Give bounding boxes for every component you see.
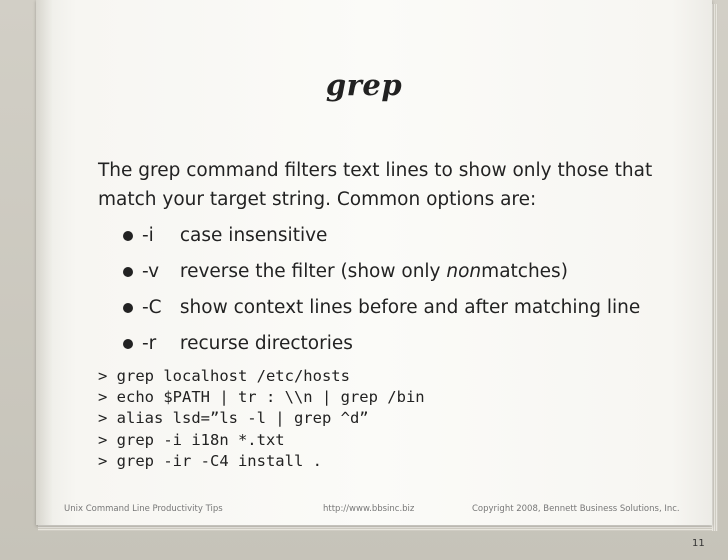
command-line: > grep -ir -C4 install . [98, 451, 322, 470]
option-item [112, 218, 640, 254]
option-item [112, 326, 640, 362]
options-list [112, 218, 640, 362]
command-line: > echo $PATH | tr : \\n | grep /bin [98, 388, 425, 407]
option-flag: -i [142, 225, 154, 246]
option-desc: show context lines before and after matching line [179, 297, 641, 318]
page-number: 11 [692, 538, 705, 549]
option-desc-post: matches) [481, 261, 568, 282]
command-line: > grep -i i18n *.txt [98, 430, 285, 449]
command-line: > alias lsd=”ls -l | grep ^d” [98, 409, 369, 428]
option-desc-emphasis: non [446, 261, 482, 282]
slide-title: grep [325, 68, 403, 102]
option-item [112, 254, 640, 290]
option-desc [180, 261, 568, 282]
option-flag: -r [142, 333, 157, 354]
option-flag: -v [142, 261, 160, 282]
intro-paragraph: The grep command filters text lines to show only those that match your target string. Common options are: [98, 160, 653, 210]
option-desc: recurse directories [179, 333, 353, 354]
option-flag: -C [142, 297, 162, 318]
bullet-icon [123, 267, 133, 277]
option-desc-pre: reverse the filter (show only [179, 261, 447, 282]
option-desc: case insensitive [179, 225, 328, 246]
footer-center: http://www.bbsinc.biz [323, 504, 415, 514]
footer-right: Copyright 2008, Bennett Business Solutions, Inc. [472, 504, 680, 514]
bullet-icon [123, 231, 133, 241]
option-item [112, 290, 640, 326]
bullet-icon [123, 303, 133, 313]
page-stack-bottom [38, 525, 712, 531]
bullet-icon [123, 339, 133, 349]
command-examples [98, 366, 425, 472]
footer-left: Unix Command Line Productivity Tips [64, 504, 223, 514]
command-line: > grep localhost /etc/hosts [98, 367, 350, 385]
